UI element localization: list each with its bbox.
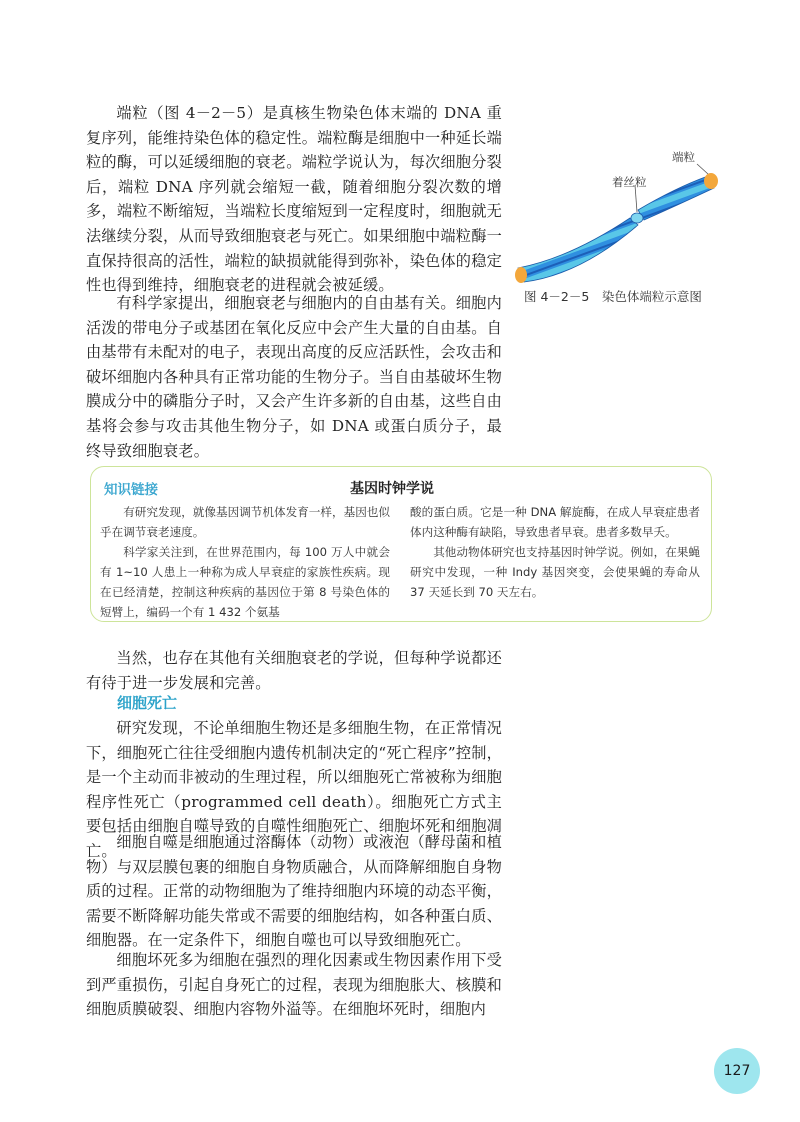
chromosome-illustration — [510, 150, 730, 290]
chromosome-figure — [510, 150, 730, 310]
knowledge-link-text: 科学家关注到，在世界范围内，每 100 万人中就会有 1~10 人患上一种称为成人早衰症的家族性疾病。现在已经清楚，控制这种疾病的基因位于第 8 号染色体的短臂上，编码一个有 1 432 个氨基 — [100, 545, 390, 619]
telomere-bottom — [515, 267, 527, 283]
knowledge-link-text: 其他动物体研究也支持基因时钟学说。例如，在果蝇研究中发现，一种 Indy 基因突变，会使果蝇的寿命从 37 天延长到 70 天左右。 — [410, 545, 700, 599]
page-number: 127 — [714, 1048, 760, 1094]
paragraph-necrosis: 细胞坏死多为细胞在强烈的理化因素或生物因素作用下受到严重损伤，引起自身死亡的过程，表现为细胞胀大、核膜和细胞质膜破裂、细胞内容物外溢等。在细胞坏死时，细胞内 — [86, 951, 502, 1019]
paragraph-cell-death: 研究发现，不论单细胞生物还是多细胞生物，在正常情况下，细胞死亡往往受细胞内遗传机制决定的“死亡程序”控制，是一个主动而非被动的生理过程，所以细胞死亡常被称为细胞程序性死亡（programmed cell death）。细胞死亡方式主要包括由细胞自噬导致的自噬性细胞死亡、细胞坏死和细胞凋亡。 — [86, 719, 503, 860]
section-heading: 细胞死亡 — [117, 694, 178, 712]
telomere-leader-line — [697, 164, 708, 174]
telomere-label: 端粒 — [672, 150, 695, 164]
centromere-label: 着丝粒 — [612, 175, 647, 189]
knowledge-link-column-left — [100, 502, 390, 622]
paragraph-autophagy: 细胞自噬是细胞通过溶酶体（动物）或液泡（酵母菌和植物）与双层膜包裹的细胞自身物质融合，从而降解细胞自身物质的过程。正常的动物细胞为了维持细胞内环境的动态平衡，需要不断降解功能失常或不需要的细胞结构，如各种蛋白质、细胞器。在一定条件下，细胞自噬也可以导致细胞死亡。 — [86, 833, 502, 950]
knowledge-link-column-right — [410, 502, 700, 602]
chromosome-lower-arm — [518, 218, 638, 282]
paragraph-free-radical: 有科学家提出，细胞衰老与细胞内的自由基有关。细胞内活泼的带电分子或基团在氧化反应中会产生大量的自由基。自由基带有未配对的电子，表现出高度的反应活跃性，会攻击和破坏细胞内各种具有正常功能的生物分子。当自由基破坏生物膜成分中的磷脂分子时，又会产生许多新的自由基，这些自由基将会参与攻击其他生物分子，如 DNA 或蛋白质分子，最终导致细胞衰老。 — [86, 294, 502, 460]
paragraph-telomere: 端粒（图 4－2－5）是真核生物染色体末端的 DNA 重复序列，能维持染色体的稳定性。端粒酶是细胞中一种延长端粒的酶，可以延缓细胞的衰老。端粒学说认为，每次细胞分裂后，端粒 DNA 序列就会缩短一截，随着细胞分裂次数的增多，端粒不断缩短，当端粒长度缩短到一定程度时，细胞就无法继续分裂，从而导致细胞衰老与死亡。如果细胞中端粒酶一直保持很高的活性，端粒的缺损就能得到弥补，染色体的稳定性也得到维持，细胞衰老的进程就会被延缓。 — [86, 104, 502, 295]
knowledge-link-text: 酸的蛋白质。它是一种 DNA 解旋酶，在成人早衰症患者体内这种酶有缺陷，导致患者早衰。患者多数早夭。 — [410, 505, 700, 539]
knowledge-link-title: 基因时钟学说 — [350, 481, 434, 497]
knowledge-link-tag: 知识链接 — [104, 482, 158, 498]
chromosome-upper-arm — [638, 176, 714, 220]
knowledge-link-text: 有研究发现，就像基因调节机体发育一样，基因也似乎在调节衰老速度。 — [100, 505, 390, 539]
figure-caption: 图 4－2－5 染色体端粒示意图 — [524, 289, 702, 304]
telomere-top — [704, 173, 718, 189]
paragraph-other-theories: 当然，也存在其他有关细胞衰老的学说，但每种学说都还有待于进一步发展和完善。 — [86, 649, 502, 692]
centromere — [631, 213, 643, 223]
